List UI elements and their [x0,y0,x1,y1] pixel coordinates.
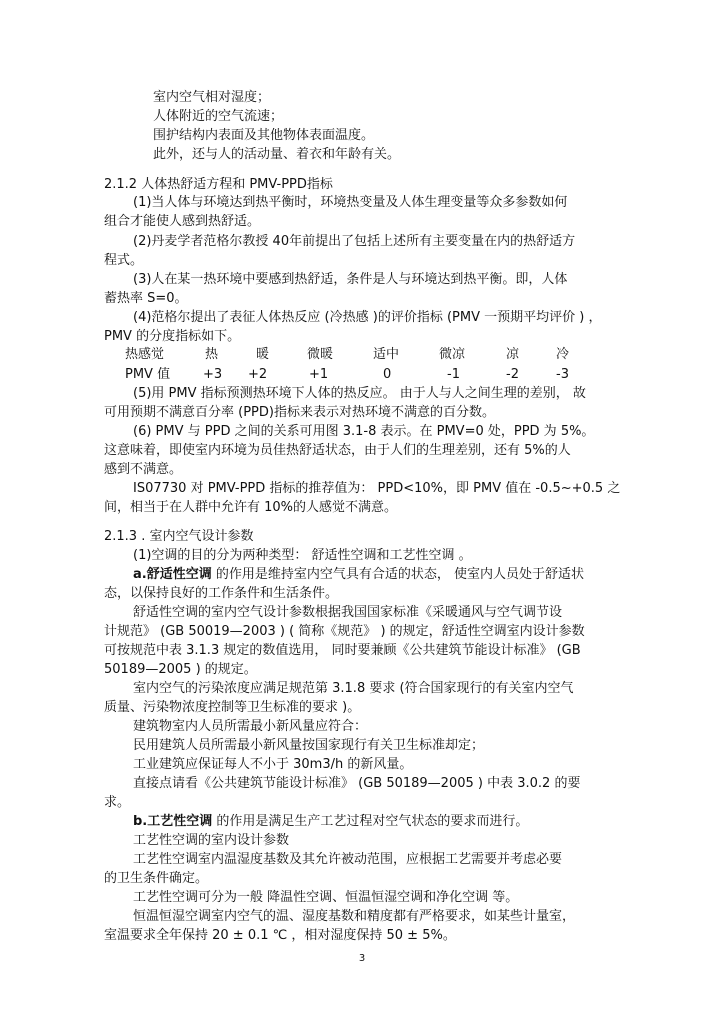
b-description: 的作用是满足生产工艺过程对空气状态的要求而进行。 [212,814,529,829]
page-number: 3 [358,953,366,964]
s212-p4-line1: (4)范格尔提出了表征人体热反应 (冷热感 )的评价指标 (PMV 一预期平均评价 ) ， [133,310,602,325]
pmv-value: -3 [556,367,569,382]
s212-p2-line2: 程式。 [104,253,144,268]
s213-p11-line1: 恒温恒湿空调室内空气的温、湿度基数和精度都有严格要求，如某些计量室， [133,909,576,924]
s213-p10: 工艺性空调可分为一般 降温性空调、恒温恒湿空调和净化空调 等。 [133,890,519,905]
s213-p6: 工业建筑应保证每人不小于 30m3/h 的新风量。 [133,757,413,772]
s212-p1-line1: (1)当人体与环境达到热平衡时，环境热变量及人体生理变量等众多参数如何 [133,195,568,210]
pmv-label: 微凉 [439,347,466,362]
process-ac-term: 工艺性空调 [147,814,213,829]
s212-p3-line1: (3)人在某一热环境中要感到热舒适，条件是人与环境达到热平衡。即，人体 [133,272,568,287]
s212-p6-line1: (6) PMV 与 PPD 之间的关系可用图 3.1-8 表示。在 PMV=0 处，PPD 为 5%。 [133,424,595,439]
s212-p7-line1: IS07730 对 PMV-PPD 指标的推荐值为： PPD<10%，即 PMV 值在 -0.5~+0.5 之 [133,481,621,496]
s213-p8: 工艺性空调的室内设计参数 [133,833,290,848]
a-marker: a. [133,567,147,582]
intro-line-1: 室内空气相对湿度； [153,90,271,105]
s213-a-line1 [133,566,584,584]
s212-p2-line1: (2)丹麦学者范格尔教授 40年前提出了包括上述所有主要变量在内的热舒适方 [133,234,576,249]
pmv-label: 适中 [373,347,400,362]
a-description: 的作用是维持室内空气具有合适的状态， 使室内人员处于舒适状 [211,567,584,582]
pmv-label: 热 [205,347,219,362]
intro-line-4: 此外，还与人的活动量、着衣和年龄有关。 [153,147,401,162]
pmv-value-row [0,366,724,384]
s212-p6-line2: 这意味着，即使室内环境为员佳热舒适状态，由于人们的生理差别，还有 5%的人 [104,443,571,458]
pmv-label: 微暖 [307,347,334,362]
s213-p11-line2: 室温要求全年保持 20 ± 0.1 ℃ ，相对湿度保持 50 ± 5%。 [104,928,456,943]
s213-p5: 民用建筑人员所需最小新风量按国家现行有关卫生标准却定； [133,738,485,753]
s213-p7-line2: 求。 [104,795,131,810]
pmv-value: +3 [203,367,223,382]
pmv-label: 冷 [556,347,570,362]
pmv-label: 热感觉 [125,347,165,362]
s213-p2-line1: 舒适性空调的室内空气设计参数根据我国国家标准《采暖通风与空气调节设 [133,605,563,620]
pmv-value: -1 [447,367,460,382]
s213-p4: 建筑物室内人员所需最小新风量应符合： [133,719,368,734]
pmv-label-row [0,346,724,364]
pmv-value: -2 [506,367,519,382]
s213-p9-line2: 的卫生条件确定。 [104,871,209,886]
s212-p4-line2: PMV 的分度指标如下。 [104,329,241,344]
comfort-ac-term: 舒适性空调 [146,567,212,582]
s213-p2-line3: 可按规范中表 3.1.3 规定的数值选用， 同时要兼顾《公共建筑节能设计标准》 (GB [104,643,581,658]
s212-p6-line3: 感到不满意。 [104,462,183,477]
s213-p2-line4: 50189—2005 ) 的规定。 [104,662,257,677]
s213-p7-line1: 直接点请看《公共建筑节能设计标准》 (GB 50189—2005 ) 中表 3.0.2 的要 [133,776,581,791]
s213-p3-line1: 室内空气的污染浓度应满足规范第 3.1.8 要求 (符合国家现行的有关室内空气 [133,681,574,696]
s212-p3-line2: 蓄热率 S=0。 [104,291,188,306]
intro-line-3: 围护结构内表面及其他物体表面温度。 [153,128,375,143]
s212-p5-line1: (5)用 PMV 指标预测热环境下人体的热反应。 由于人与人之间生理的差别， 故 [133,386,586,401]
pmv-value: +1 [309,367,329,382]
s213-p9-line1: 工艺性空调室内温湿度基数及其允许被动范围，应根据工艺需要并考虑必要 [133,852,563,867]
s213-p2-line2: 计规范》 (GB 50019—2003 ) ( 简称《规范》 ) 的规定，舒适性空调室内设计参数 [104,624,585,639]
b-marker: b. [133,814,148,829]
s212-p5-line2: 可用预期不满意百分率 (PPD)指标来表示对热环境不满意的百分数。 [104,405,495,420]
pmv-value: PMV 值 [125,367,171,382]
section-212-heading: 2.1.2 人体热舒适方程和 PMV-PPD指标 [104,177,333,192]
s213-p3-line2: 质量、污染物浓度控制等卫生标准的要求 )。 [104,700,361,715]
s213-b-line [133,813,528,831]
pmv-label: 暖 [256,347,270,362]
pmv-value: 0 [383,367,392,382]
pmv-label: 凉 [506,347,520,362]
section-213-heading: 2.1.3 . 室内空气设计参数 [104,529,254,544]
pmv-value: +2 [248,367,268,382]
intro-line-2: 人体附近的空气流速； [153,109,284,124]
s212-p1-line2: 组合才能使人感到热舒适。 [104,214,261,229]
s213-a-line2: 态，以保持良好的工作条件和生活条件。 [104,586,339,601]
s212-p7-line2: 间，相当于在人群中允许有 10%的人感觉不满意。 [104,500,398,515]
s213-p1: (1)空调的目的分为两种类型： 舒适性空调和工艺性空调 。 [133,548,472,563]
